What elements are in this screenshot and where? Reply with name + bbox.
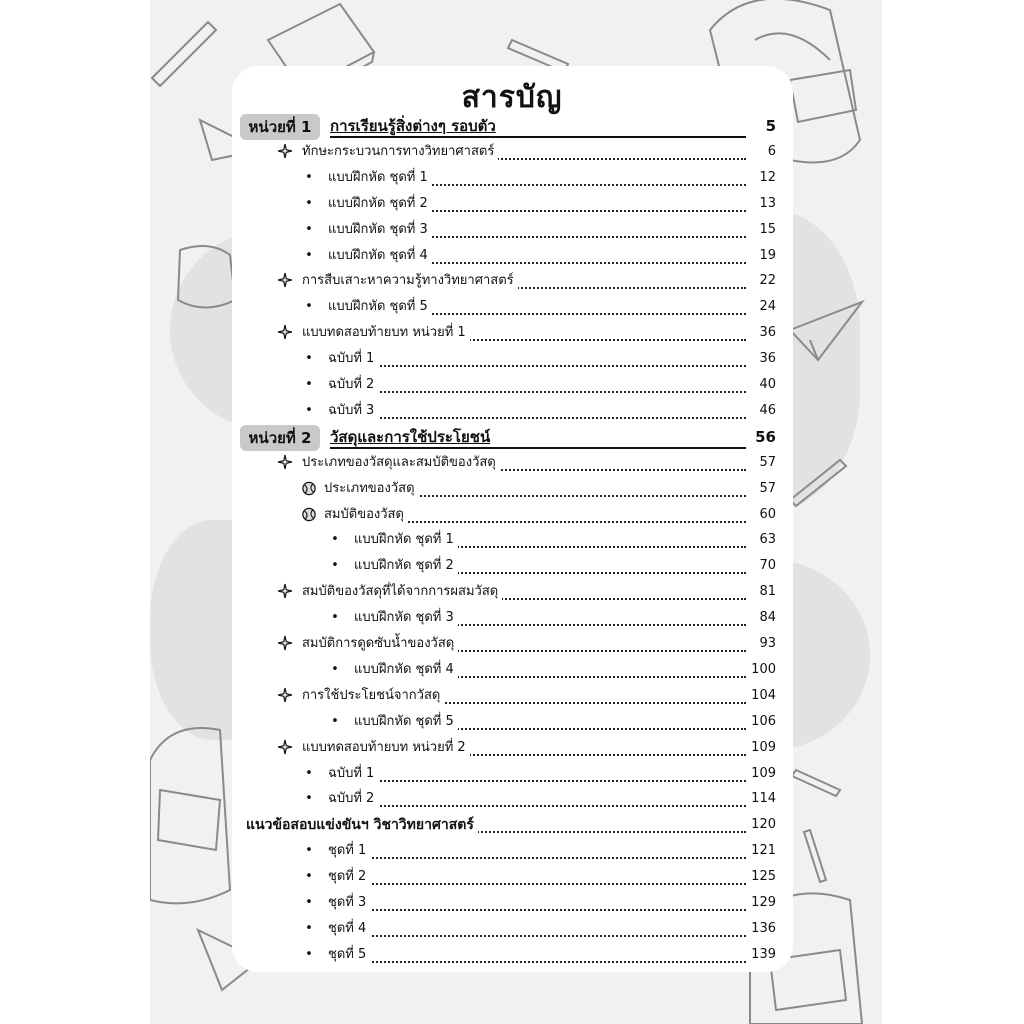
toc-entry <box>240 528 776 552</box>
toc-page-number: 15 <box>746 220 776 240</box>
bullet-dot-icon: • <box>305 169 313 185</box>
sparkle-star-icon <box>278 686 292 704</box>
toc-entry-label: แบบฝึกหัด ชุดที่ 2 <box>354 556 458 576</box>
dot-leader <box>328 407 746 419</box>
toc-entry <box>240 917 776 941</box>
toc-entry <box>240 736 776 760</box>
dot-leader <box>328 381 746 393</box>
bullet-dot-icon: • <box>305 195 313 211</box>
bullet-dot-icon: • <box>305 842 313 858</box>
toc-entry <box>240 321 776 345</box>
toc-entry-label: ชุดที่ 5 <box>328 945 370 965</box>
toc-entry-label: ชุดที่ 1 <box>328 841 370 861</box>
toc-entry <box>240 477 776 501</box>
bullet-dot-icon: • <box>305 765 313 781</box>
toc-page-number: 70 <box>746 556 776 576</box>
toc-page-number: 13 <box>746 194 776 214</box>
toc-entry <box>240 373 776 397</box>
toc-entry-label: ฉบับที่ 1 <box>328 764 378 784</box>
bullet-dot-icon: • <box>331 661 339 677</box>
toc-entry <box>240 762 776 786</box>
bullet-dot-icon: • <box>331 531 339 547</box>
toc-entry-label: ฉบับที่ 2 <box>328 789 378 809</box>
toc-page-number: 5 <box>746 116 776 136</box>
toc-entry <box>240 839 776 863</box>
toc-entry-label: การสืบเสาะหาความรู้ทางวิทยาศาสตร์ <box>302 271 518 291</box>
bullet-dot-icon: • <box>331 609 339 625</box>
toc-entry <box>240 192 776 216</box>
ball-icon <box>302 505 316 523</box>
dot-leader <box>328 770 746 782</box>
toc-entry-label: ทักษะกระบวนการทางวิทยาศาสตร์ <box>302 142 498 162</box>
bullet-dot-icon: • <box>305 790 313 806</box>
toc-entry <box>240 606 776 630</box>
toc-page-number: 36 <box>746 349 776 369</box>
bullet-dot-icon: • <box>305 247 313 263</box>
toc-page-number: 84 <box>746 608 776 628</box>
toc-entry-label: สมบัติของวัสดุ <box>324 505 408 525</box>
dot-leader <box>328 355 746 367</box>
toc-page-number: 100 <box>746 660 776 680</box>
toc-entry-label: ฉบับที่ 1 <box>328 349 378 369</box>
toc-entry <box>240 813 776 837</box>
toc-page-number: 109 <box>746 764 776 784</box>
bullet-dot-icon: • <box>305 402 313 418</box>
toc-entry <box>240 114 776 138</box>
bullet-dot-icon: • <box>305 920 313 936</box>
toc-entry-label: ประเภทของวัสดุและสมบัติของวัสดุ <box>302 453 500 473</box>
toc-entry <box>240 218 776 242</box>
toc-entry-label: ชุดที่ 4 <box>328 919 370 939</box>
toc-entry <box>240 710 776 734</box>
toc-entry <box>240 166 776 190</box>
dot-leader <box>328 795 746 807</box>
toc-entry-label: แบบฝึกหัด ชุดที่ 3 <box>328 220 432 240</box>
dot-leader <box>328 873 746 885</box>
toc-entry-label: แบบฝึกหัด ชุดที่ 1 <box>354 530 458 550</box>
toc-entry <box>240 891 776 915</box>
toc-entry-label: แบบฝึกหัด ชุดที่ 5 <box>328 297 432 317</box>
bullet-dot-icon: • <box>305 894 313 910</box>
bullet-dot-icon: • <box>305 350 313 366</box>
toc-entry <box>240 425 776 449</box>
toc-page-number: 57 <box>746 453 776 473</box>
sparkle-star-icon <box>278 453 292 471</box>
toc-page-number: 136 <box>746 919 776 939</box>
toc-page-number: 139 <box>746 945 776 965</box>
toc-page-number: 19 <box>746 246 776 266</box>
toc-entry <box>240 244 776 268</box>
toc-entry-label: ชุดที่ 3 <box>328 893 370 913</box>
toc-page-number: 104 <box>746 686 776 706</box>
sparkle-star-icon <box>278 582 292 600</box>
toc-entry-label: แบบฝึกหัด ชุดที่ 2 <box>328 194 432 214</box>
toc-page-number: 93 <box>746 634 776 654</box>
toc-entry-label: วัสดุและการใช้ประโยชน์ <box>330 427 494 447</box>
sparkle-star-icon <box>278 323 292 341</box>
bullet-dot-icon: • <box>305 946 313 962</box>
toc-entry <box>240 269 776 293</box>
toc-page-number: 129 <box>746 893 776 913</box>
toc-entry-label: การใช้ประโยชน์จากวัสดุ <box>302 686 444 706</box>
toc-page-number: 46 <box>746 401 776 421</box>
bullet-dot-icon: • <box>331 557 339 573</box>
toc-entry-label: ชุดที่ 2 <box>328 867 370 887</box>
toc-entry <box>240 865 776 889</box>
toc-page-number: 60 <box>746 505 776 525</box>
toc-page-number: 36 <box>746 323 776 343</box>
sparkle-star-icon <box>278 271 292 289</box>
bullet-dot-icon: • <box>305 868 313 884</box>
dot-leader <box>328 951 746 963</box>
toc-page-number: 12 <box>746 168 776 188</box>
bullet-dot-icon: • <box>331 713 339 729</box>
page-title: สารบัญ <box>461 80 563 115</box>
toc-entry <box>240 347 776 371</box>
bullet-dot-icon: • <box>305 221 313 237</box>
toc-entry <box>240 658 776 682</box>
toc-page-number: 106 <box>746 712 776 732</box>
sparkle-star-icon <box>278 142 292 160</box>
toc-entry-label: แบบฝึกหัด ชุดที่ 5 <box>354 712 458 732</box>
toc-entry-label: แบบทดสอบท้ายบท หน่วยที่ 1 <box>302 323 470 343</box>
sparkle-star-icon <box>278 738 292 756</box>
dot-leader <box>328 925 746 937</box>
toc-entry <box>240 451 776 475</box>
toc-entry <box>240 295 776 319</box>
toc-entry <box>240 554 776 578</box>
toc-entry <box>240 503 776 527</box>
toc-page-number: 125 <box>746 867 776 887</box>
toc-entry-label: แบบฝึกหัด ชุดที่ 3 <box>354 608 458 628</box>
toc-page-number: 6 <box>746 142 776 162</box>
toc-entry <box>240 580 776 604</box>
toc-entry-label: ฉบับที่ 3 <box>328 401 378 421</box>
bullet-dot-icon: • <box>305 298 313 314</box>
toc-entry <box>240 787 776 811</box>
toc-page-number: 56 <box>746 427 776 447</box>
toc-entry-label: การเรียนรู้สิ่งต่างๆ รอบตัว <box>330 116 500 136</box>
toc-page-number: 120 <box>746 815 776 835</box>
bullet-dot-icon: • <box>305 376 313 392</box>
toc-entry <box>240 943 776 967</box>
toc-entry-label: แนวข้อสอบแข่งขันฯ วิชาวิทยาศาสตร์ <box>246 815 478 835</box>
toc-page-number: 109 <box>746 738 776 758</box>
dot-leader <box>328 899 746 911</box>
toc-entry-label: สมบัติของวัสดุที่ได้จากการผสมวัสดุ <box>302 582 502 602</box>
toc-page-number: 22 <box>746 271 776 291</box>
toc-entry <box>240 684 776 708</box>
toc-entry-label: ฉบับที่ 2 <box>328 375 378 395</box>
dot-leader <box>328 847 746 859</box>
toc-page-number: 114 <box>746 789 776 809</box>
toc-page-number: 40 <box>746 375 776 395</box>
toc-entry-label: แบบฝึกหัด ชุดที่ 4 <box>328 246 432 266</box>
toc-page-number: 121 <box>746 841 776 861</box>
toc-page-number: 81 <box>746 582 776 602</box>
toc-entry <box>240 140 776 164</box>
ball-icon <box>302 479 316 497</box>
toc-entry-label: แบบฝึกหัด ชุดที่ 4 <box>354 660 458 680</box>
toc-entry <box>240 632 776 656</box>
toc-page-number: 57 <box>746 479 776 499</box>
unit-badge: หน่วยที่ 2 <box>240 425 320 451</box>
toc-page-number: 24 <box>746 297 776 317</box>
toc-page-number: 63 <box>746 530 776 550</box>
toc-entry-label: แบบทดสอบท้ายบท หน่วยที่ 2 <box>302 738 470 758</box>
toc-entry-label: สมบัติการดูดซับน้ำของวัสดุ <box>302 634 458 654</box>
unit-badge: หน่วยที่ 1 <box>240 114 320 140</box>
toc-entry <box>240 399 776 423</box>
sparkle-star-icon <box>278 634 292 652</box>
toc-entry-label: ประเภทของวัสดุ <box>324 479 419 499</box>
toc-entry-label: แบบฝึกหัด ชุดที่ 1 <box>328 168 432 188</box>
